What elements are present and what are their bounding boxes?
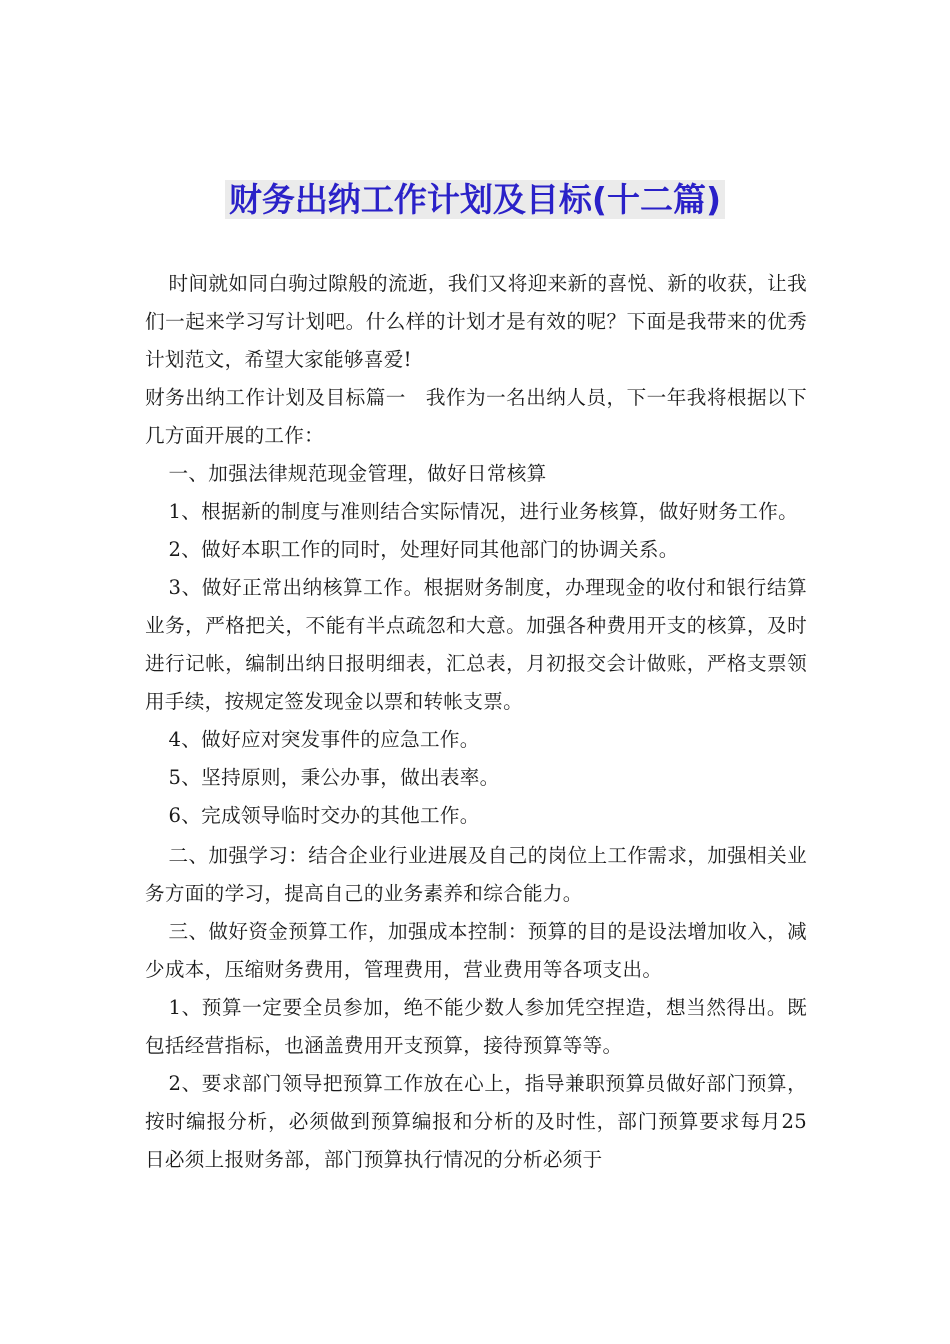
paragraph-item-1-1: 1、根据新的制度与准则结合实际情况，进行业务核算，做好财务工作。 <box>168 500 798 523</box>
document-title-text: 财务出纳工作计划及目标(十二篇) <box>225 180 725 219</box>
paragraph-item-1-6: 6、完成领导临时交办的其他工作。 <box>168 804 480 827</box>
paragraph-item-3-2: 2、要求部门领导把预算工作放在心上，指导兼职预算员做好部门预算，按时编报分析，必须做到预算编报和分析的及时性，部门预算要求每月25日必须上报财务部，部门预算执行情况的分析必须于 <box>145 1072 807 1171</box>
paragraph-item-3-1: 1、预算一定要全员参加，绝不能少数人参加凭空捏造，想当然得出。既包括经营指标，也涵盖费用开支预算，接待预算等等。 <box>145 996 807 1057</box>
paragraph-item-1-4: 4、做好应对突发事件的应急工作。 <box>168 728 480 751</box>
paragraph-item-heading-3: 三、做好资金预算工作，加强成本控制：预算的目的是设法增加收入，减少成本，压缩财务费用，管理费用，营业费用等各项支出。 <box>145 920 807 981</box>
paragraph-intro: 时间就如同白驹过隙般的流逝，我们又将迎来新的喜悦、新的收获，让我们一起来学习写计划吧。什么样的计划才是有效的呢？下面是我带来的优秀计划范文，希望大家能够喜爱! <box>145 272 807 371</box>
paragraph-section-heading: 财务出纳工作计划及目标篇一 我作为一名出纳人员，下一年我将根据以下几方面开展的工作： <box>145 386 807 447</box>
paragraph-item-1-2: 2、做好本职工作的同时，处理好同其他部门的协调关系。 <box>168 538 679 561</box>
paragraph-item-heading-1: 一、加强法律规范现金管理，做好日常核算 <box>168 462 547 485</box>
document-body <box>145 265 807 1179</box>
paragraph-item-heading-2: 二、加强学习：结合企业行业进展及自己的岗位上工作需求，加强相关业务方面的学习，提高自己的业务素养和综合能力。 <box>145 844 807 905</box>
document-title <box>0 175 950 225</box>
paragraph-item-1-5: 5、坚持原则，秉公办事，做出表率。 <box>168 766 500 789</box>
paragraph-item-1-3: 3、做好正常出纳核算工作。根据财务制度，办理现金的收付和银行结算业务，严格把关，不能有半点疏忽和大意。加强各种费用开支的核算，及时进行记帐，编制出纳日报明细表，汇总表，月初报交会计做账，严格支票领用手续，按规定签发现金以票和转帐支票。 <box>145 576 807 713</box>
